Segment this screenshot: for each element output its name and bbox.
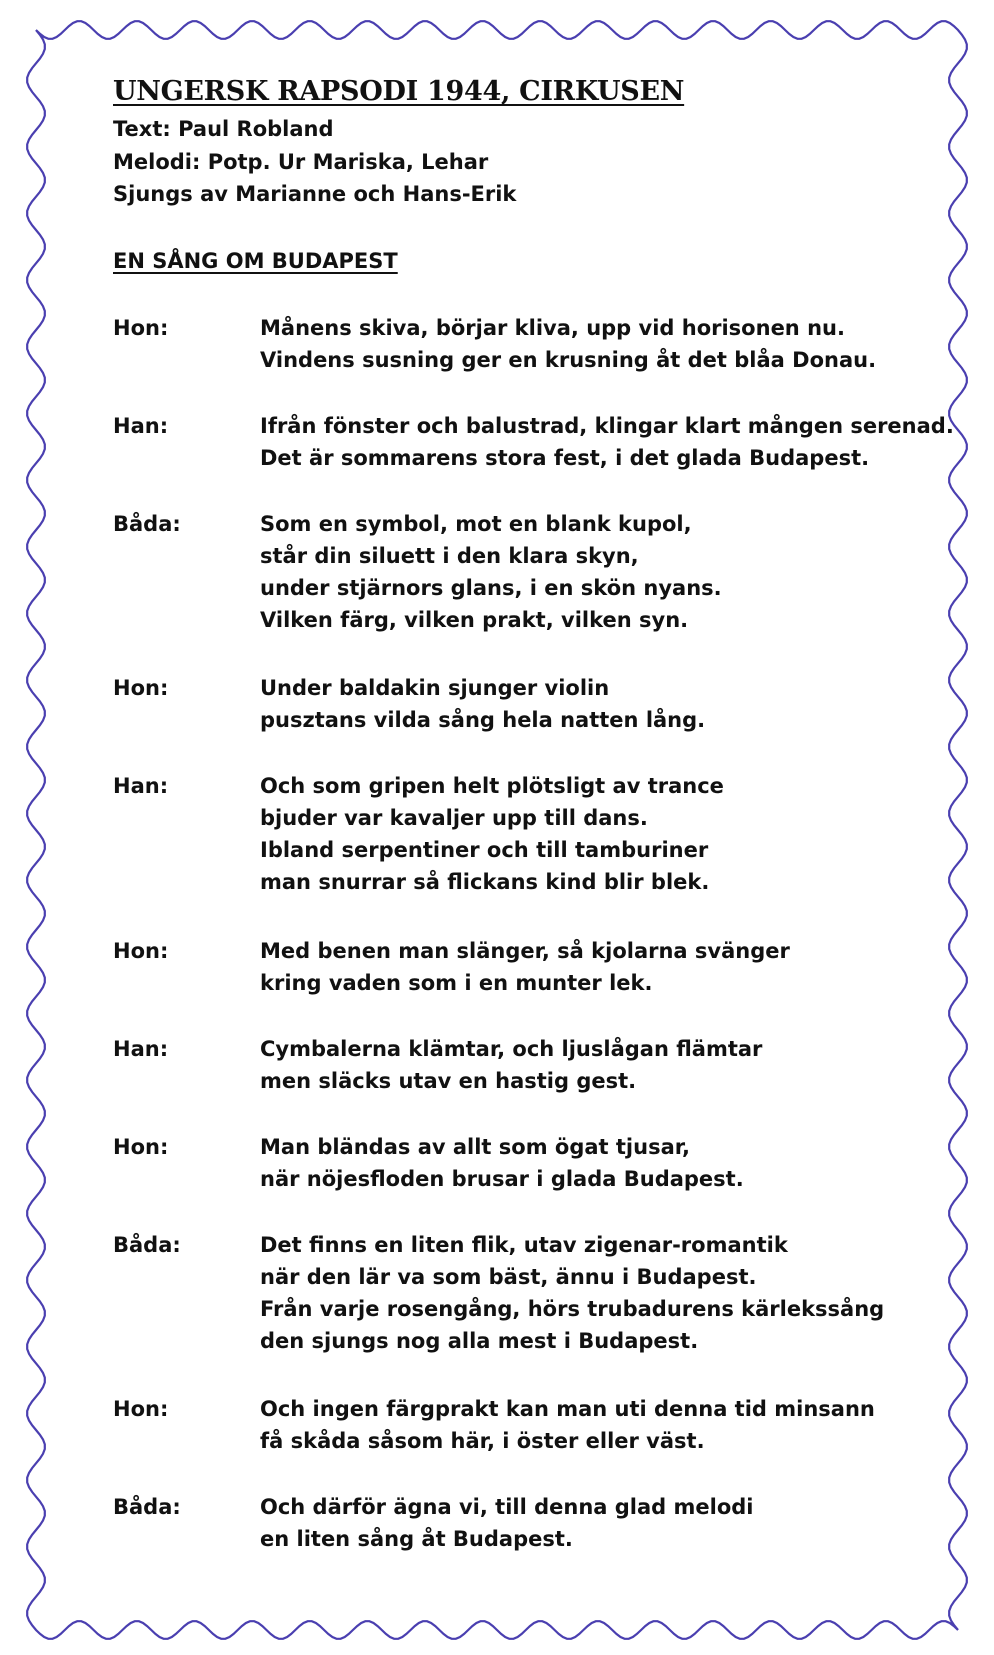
verse-line: Det är sommarens stora fest, i det glada Budapest.	[260, 446, 870, 470]
stanza-speaker: Han:	[113, 774, 169, 798]
verse-line: bjuder var kavaljer upp till dans.	[260, 806, 648, 830]
verse-line: under stjärnors glans, i en skön nyans.	[260, 576, 722, 600]
verse-line: få skåda såsom här, i öster eller väst.	[260, 1429, 705, 1453]
stanza-speaker: Båda:	[113, 1233, 181, 1257]
stanza-lines	[260, 312, 876, 376]
stanza-lines	[260, 672, 705, 736]
verse-line: pusztans vilda sång hela natten lång.	[260, 708, 706, 732]
verse-line: Ifrån fönster och balustrad, klingar klart mången serenad.	[260, 414, 954, 438]
stanza-speaker: Hon:	[113, 1397, 169, 1421]
verse-line: man snurrar så flickans kind blir blek.	[260, 870, 710, 894]
verse-line: Under baldakin sjunger violin	[260, 676, 610, 700]
stanza-speaker: Hon:	[113, 316, 169, 340]
stanza-lines	[260, 508, 722, 636]
verse-line: när nöjesfloden brusar i glada Budapest.	[260, 1167, 744, 1191]
verse-line: Med benen man slänger, så kjolarna svänger	[260, 939, 790, 963]
verse-line: står din siluett i den klara skyn,	[260, 544, 639, 568]
stanza-speaker: Hon:	[113, 676, 169, 700]
verse-line: Vilken färg, vilken prakt, vilken syn.	[260, 608, 689, 632]
verse-line: den sjungs nog alla mest i Budapest.	[260, 1329, 699, 1353]
verse-line: Som en symbol, mot en blank kupol,	[260, 512, 692, 536]
verse-line: Och som gripen helt plötsligt av trance	[260, 774, 724, 798]
stanza-speaker: Hon:	[113, 939, 169, 963]
verse-line: Det finns en liten flik, utav zigenar-romantik	[260, 1233, 788, 1257]
stanza-lines	[260, 1033, 762, 1097]
verse-line: en liten sång åt Budapest.	[260, 1527, 573, 1551]
stanza-lines	[260, 1393, 875, 1457]
verse-line: Från varje rosengång, hörs trubadurens kärlekssång	[260, 1297, 885, 1321]
verse-line: Man bländas av allt som ögat tjusar,	[260, 1135, 690, 1159]
verse-line: när den lär va som bäst, ännu i Budapest.	[260, 1265, 757, 1289]
song-title: UNGERSK RAPSODI 1944, CIRKUSEN	[113, 76, 685, 107]
stanza-speaker: Båda:	[113, 512, 181, 536]
stanza-lines	[260, 770, 724, 898]
text-credit: Text: Paul Robland	[113, 117, 334, 141]
stanza-lines	[260, 1229, 884, 1357]
verse-line: Vindens susning ger en krusning åt det blåa Donau.	[260, 348, 877, 372]
stanza-speaker: Båda:	[113, 1495, 181, 1519]
stanza-speaker: Han:	[113, 1037, 169, 1061]
singers-credit: Sjungs av Marianne och Hans-Erik	[113, 182, 517, 206]
verse-line: Månens skiva, börjar kliva, upp vid horisonen nu.	[260, 316, 845, 340]
verse-line: Ibland serpentiner och till tamburiner	[260, 838, 709, 862]
verse-line: kring vaden som i en munter lek.	[260, 971, 653, 995]
stanza-speaker: Hon:	[113, 1135, 169, 1159]
verse-line: men släcks utav en hastig gest.	[260, 1069, 637, 1093]
stanza-lines	[260, 410, 954, 474]
stanza-lines	[260, 935, 790, 999]
verse-line: Och därför ägna vi, till denna glad melodi	[260, 1495, 754, 1519]
stanza-lines	[260, 1131, 744, 1195]
song-subtitle: EN SÅNG OM BUDAPEST	[113, 249, 398, 273]
melody-credit: Melodi: Potp. Ur Mariska, Lehar	[113, 150, 489, 174]
stanza-speaker: Han:	[113, 414, 169, 438]
verse-line: Cymbalerna klämtar, och ljuslågan flämtar	[260, 1037, 763, 1061]
verse-line: Och ingen färgprakt kan man uti denna tid minsann	[260, 1397, 875, 1421]
stanza-lines	[260, 1491, 754, 1555]
